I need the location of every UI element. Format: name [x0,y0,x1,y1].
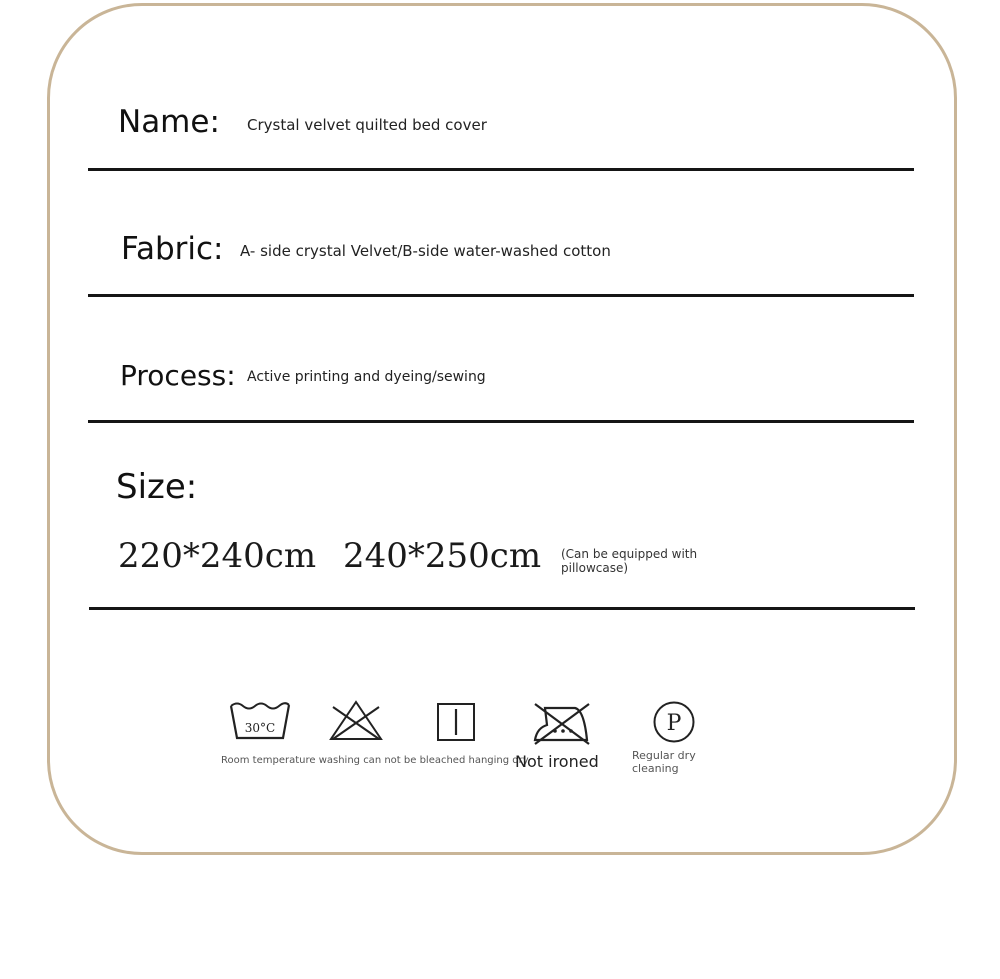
wash-temp-text: 30°C [244,721,276,735]
fabric-label: Fabric: [121,231,224,267]
size-option-1: 220*240cm [118,536,317,576]
dry-clean-icon [652,700,696,744]
divider [88,294,914,297]
iron-care-label: Not ironed [515,752,599,771]
size-option-2: 240*250cm [343,536,542,576]
name-value: Crystal velvet quilted bed cover [247,116,487,134]
divider [89,607,915,610]
divider [88,168,914,171]
dry-clean-label: Regular dry cleaning [632,749,696,775]
size-label: Size: [116,467,198,507]
dry-clean-letter: P [666,711,682,736]
process-value: Active printing and dyeing/sewing [247,369,486,385]
size-note: (Can be equipped with pillowcase) [561,547,698,575]
no-bleach-icon [327,699,385,743]
no-iron-icon [531,700,593,746]
hang-dry-icon [436,702,476,742]
name-label: Name: [118,104,220,140]
fabric-value: A- side crystal Velvet/B-side water-washed cotton [240,242,611,260]
process-label: Process: [120,359,236,392]
wash-care-label: Room temperature washing can not be bleached hanging dry [221,755,529,766]
wash-30c-icon [228,700,292,742]
divider [88,420,914,423]
